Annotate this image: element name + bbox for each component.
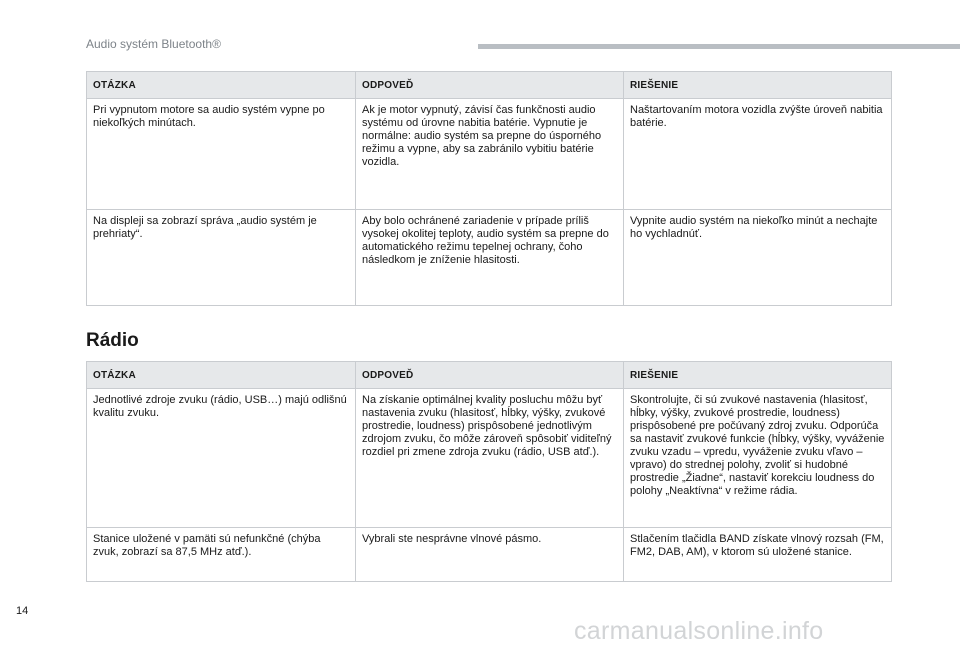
section-title-radio: Rádio xyxy=(86,330,139,351)
watermark: carmanualsonline.info xyxy=(574,617,824,645)
column-header-question: OTÁZKA xyxy=(87,362,356,389)
question-cell: Stanice uložené v pamäti sú nefunkčné (chýba zvuk, zobrazí sa 87,5 MHz atď.). xyxy=(87,528,356,582)
column-header-solution: RIEŠENIE xyxy=(624,362,892,389)
solution-cell: Naštartovaním motora vozidla zvýšte úroveň nabitia batérie. xyxy=(624,99,892,210)
page-number: 14 xyxy=(16,605,29,617)
answer-cell: Ak je motor vypnutý, závisí čas funkčnosti audio systému od úrovne nabitia batérie. Vypnutie je normálne: audio systém sa prepne do úsporného režimu a vypne, aby sa zabránilo vybitiu batérie vozidla. xyxy=(356,99,624,210)
table-header-row xyxy=(87,362,892,389)
solution-cell: Skontrolujte, či sú zvukové nastavenia (hlasitosť, hĺbky, výšky, zvukové prostredie, loudness) prispôsobené pre počúvaný zdroj zvuku. Odporúča sa nastaviť zvukové funkcie (hĺbky, výšky, vyváženie zvuku vzadu – vpredu, vyváženie zvuku vľavo – vpravo) do strednej polohy, zvoliť si hudobné prostredie „Žiadne“, nastaviť korekciu loudness do polohy „Neaktívna“ v režime rádia. xyxy=(624,389,892,528)
table-row xyxy=(87,210,892,306)
answer-cell: Na získanie optimálnej kvality posluchu môžu byť nastavenia zvuku (hlasitosť, hĺbky, výšky, zvukové prostredie, loudness) prispôsobené jednotlivým zdrojom zvuku, čo môže zároveň spôsobiť viditeľný rozdiel pri zmene zdroja zvuku (rádio, USB atď.). xyxy=(356,389,624,528)
table-row xyxy=(87,389,892,528)
header-bar xyxy=(478,44,960,49)
faq-table-radio xyxy=(86,361,892,582)
column-header-question: OTÁZKA xyxy=(87,72,356,99)
question-cell: Na displeji sa zobrazí správa „audio systém je prehriaty“. xyxy=(87,210,356,306)
solution-cell: Stlačením tlačidla BAND získate vlnový rozsah (FM, FM2, DAB, AM), v ktorom sú uložené stanice. xyxy=(624,528,892,582)
question-cell: Jednotlivé zdroje zvuku (rádio, USB…) majú odlišnú kvalitu zvuku. xyxy=(87,389,356,528)
table-row xyxy=(87,528,892,582)
column-header-answer: ODPOVEĎ xyxy=(356,72,624,99)
column-header-answer: ODPOVEĎ xyxy=(356,362,624,389)
solution-cell: Vypnite audio systém na niekoľko minút a nechajte ho vychladnúť. xyxy=(624,210,892,306)
column-header-solution: RIEŠENIE xyxy=(624,72,892,99)
page-header-title: Audio systém Bluetooth® xyxy=(86,37,221,51)
table-header-row xyxy=(87,72,892,99)
answer-cell: Vybrali ste nesprávne vlnové pásmo. xyxy=(356,528,624,582)
faq-table-general xyxy=(86,71,892,306)
answer-cell: Aby bolo ochránené zariadenie v prípade príliš vysokej okolitej teploty, audio systém sa prepne do automatického režimu tepelnej ochrany, čoho následkom je zníženie hlasitosti. xyxy=(356,210,624,306)
table-row xyxy=(87,99,892,210)
question-cell: Pri vypnutom motore sa audio systém vypne po niekoľkých minútach. xyxy=(87,99,356,210)
